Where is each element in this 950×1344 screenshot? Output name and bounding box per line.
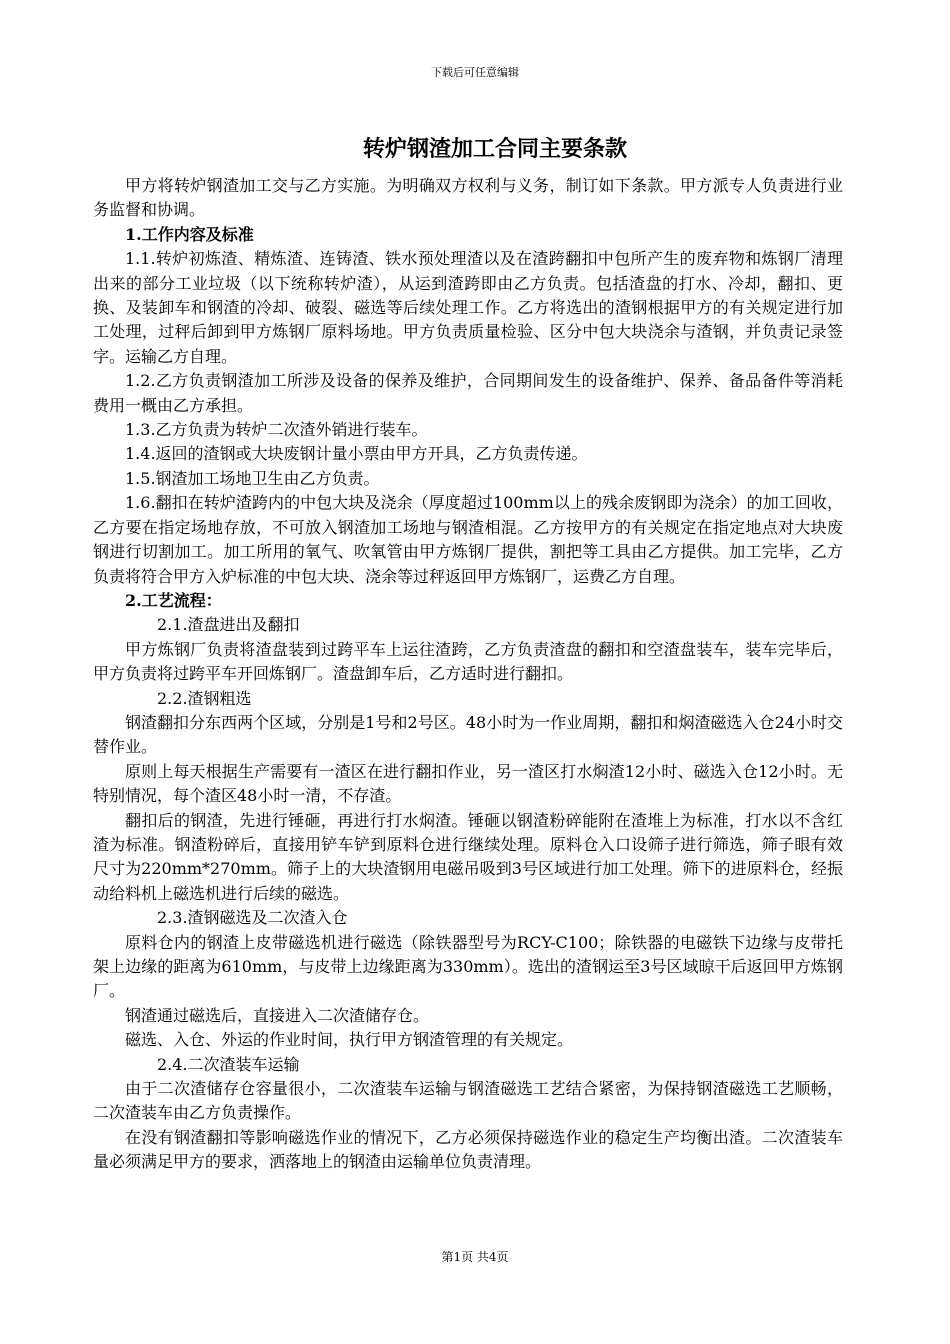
- paragraph-2-3c: 磁选、入仓、外运的作业时间，执行甲方钢渣管理的有关规定。: [125, 1030, 574, 1050]
- subsection-2-4: [93, 1053, 843, 1077]
- subsection-number: 2.3.: [157, 908, 188, 928]
- subsection-number: 2.2.: [157, 688, 188, 708]
- subsection-title: 渣钢粗选: [187, 688, 252, 708]
- subsection-2-3: [93, 906, 843, 930]
- paragraph-2-4a: 由于二次渣储存仓容量很小，二次渣装车运输与钢渣磁选工艺结合紧密，为保持钢渣磁选工艺顺畅，二次渣装车由乙方负责操作。: [93, 1079, 843, 1123]
- subsection-2-1: [93, 613, 843, 637]
- clause-1-6: 1.6.翻扣在转炉渣跨内的中包大块及浇余（厚度超过100mm以上的残余废钢即为浇余）的加工回收，乙方要在指定场地存放，不可放入钢渣加工场地与钢渣相混。乙方按甲方的有关规定在指定地点对大块废钢进行切割加工。加工所用的氧气、吹氧管由甲方炼钢厂提供，割把等工具由乙方提供。加工完毕，乙方负责将符合甲方入炉标准的中包大块、浇余等过秤返回甲方炼钢厂，运费乙方自理。: [93, 493, 843, 586]
- document-body: [93, 174, 843, 1175]
- subsection-title: 二次渣装车运输: [187, 1054, 300, 1074]
- clause-1-5: 1.5.钢渣加工场地卫生由乙方负责。: [125, 468, 380, 488]
- paragraph-2-2c: 翻扣后的钢渣，先进行锤砸，再进行打水焖渣。锤砸以钢渣粉碎能附在渣堆上为标准，打水以不含红渣为标准。钢渣粉碎后，直接用铲车铲到原料仓进行继续处理。原料仓入口设筛子进行筛选，筛子眼有效尺寸为220mm*270mm。筛子上的大块渣钢用电磁吊吸到3号区域进行加工处理。筛下的进原料仓，经振动给料机上磁选机进行后续的磁选。: [93, 810, 843, 903]
- clause-1-1: 1.1.转炉初炼渣、精炼渣、连铸渣、铁水预处理渣以及在渣跨翻扣中包所产生的废弃物和炼钢厂清理出来的部分工业垃圾（以下统称转炉渣），从运到渣跨即由乙方负责。包括渣盘的打水、冷却，翻扣、更换、及装卸车和钢渣的冷却、破裂、磁选等后续处理工作。乙方将选出的渣钢根据甲方的有关规定进行加工处理，过秤后卸到甲方炼钢厂原料场地。甲方负责质量检验、区分中包大块浇余与渣钢，并负责记录签字。运输乙方自理。: [93, 249, 843, 366]
- clause-1-2: 1.2.乙方负责钢渣加工所涉及设备的保养及维护，合同期间发生的设备维护、保养、备品备件等消耗费用一概由乙方承担。: [93, 371, 843, 415]
- subsection-title: 渣钢磁选及二次渣入仓: [187, 908, 348, 928]
- paragraph-2-2b: 原则上每天根据生产需要有一渣区在进行翻扣作业，另一渣区打水焖渣12小时、磁选入仓12小时。无特别情况，每个渣区48小时一清，不存渣。: [93, 761, 843, 806]
- paragraph-2-3a: 原料仓内的钢渣上皮带磁选机进行磁选（除铁器型号为RCY-C100；除铁器的电磁铁下边缘与皮带托架上边缘的距离为610mm，与皮带上边缘距离为330mm）。选出的渣钢运至3号区域晾干后返回甲方炼钢厂。: [93, 932, 843, 1001]
- page-footer: 第1页 共4页: [441, 1250, 509, 1264]
- intro-paragraph: 甲方将转炉钢渣加工交与乙方实施。为明确双方权利与义务，制订如下条款。甲方派专人负责进行业务监督和协调。: [93, 176, 843, 220]
- paragraph-2-2a: 钢渣翻扣分东西两个区域，分别是1号和2号区。48小时为一作业周期，翻扣和焖渣磁选入仓24小时交替作业。: [93, 712, 843, 757]
- section-heading-1: 1.工作内容及标准: [125, 224, 254, 244]
- paragraph-2-1: 甲方炼钢厂负责将渣盘装到过跨平车上运往渣跨，乙方负责渣盘的翻扣和空渣盘装车，装车完毕后，甲方负责将过跨平车开回炼钢厂。渣盘卸车后，乙方适时进行翻扣。: [93, 639, 843, 684]
- subsection-number: 2.1.: [157, 615, 188, 635]
- subsection-2-2: [93, 687, 843, 711]
- clause-1-3: 1.3.乙方负责为转炉二次渣外销进行装车。: [125, 420, 428, 440]
- paragraph-2-3b: 钢渣通过磁选后，直接进入二次渣储存仓。: [125, 1005, 430, 1025]
- document-title: 转炉钢渣加工合同主要条款: [362, 137, 627, 162]
- paragraph-2-4b: 在没有钢渣翻扣等影响磁选作业的情况下，乙方必须保持磁选作业的稳定生产均衡出渣。二次渣装车量必须满足甲方的要求，洒落地上的钢渣由运输单位负责清理。: [93, 1127, 843, 1172]
- page-header: 下载后可任意编辑: [431, 66, 519, 79]
- section-heading-2: 2.工艺流程：: [125, 590, 222, 610]
- clause-1-4: 1.4.返回的渣钢或大块废钢计量小票由甲方开具，乙方负责传递。: [125, 444, 588, 464]
- subsection-number: 2.4.: [157, 1054, 188, 1074]
- subsection-title: 渣盘进出及翻扣: [187, 615, 300, 635]
